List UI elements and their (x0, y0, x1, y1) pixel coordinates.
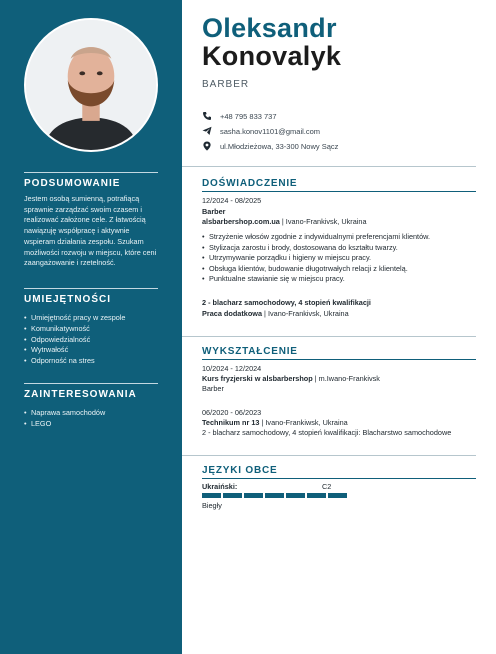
send-icon (202, 126, 212, 136)
contact-address (202, 141, 338, 151)
edu1-school-line (202, 374, 380, 384)
language-level-label: Biegły (202, 501, 222, 510)
job-title: BARBER (202, 79, 250, 90)
edu1-location: | m.Iwano-Frankivsk (312, 374, 380, 383)
divider (24, 172, 158, 173)
list-item: • Naprawa samochodów (24, 408, 158, 419)
language-name: Ukraiński: (202, 482, 238, 491)
edu2-location: | Ivano-Frankiwsk, Ukraina (259, 418, 348, 427)
skills-heading: UMIEJĘTNOŚCI (24, 294, 112, 305)
level-segment (223, 493, 242, 498)
phone-icon (202, 111, 212, 121)
interests-list (24, 408, 158, 430)
skills-list (24, 313, 158, 367)
job1-duties (202, 232, 430, 285)
job1-company-line (202, 217, 367, 227)
first-name: Oleksandr (202, 13, 337, 43)
sidebar (0, 0, 182, 654)
divider (202, 478, 476, 479)
edu1-school: Kurs fryzjerski w alsbarbershop (202, 374, 313, 383)
phone-text: +48 795 833 737 (220, 111, 277, 121)
language-level-code: C2 (322, 482, 332, 491)
summary-heading: PODSUMOWANIE (24, 178, 121, 189)
level-segment (202, 493, 221, 498)
location-pin-icon (202, 141, 212, 151)
profile-photo (24, 18, 158, 152)
list-item: • Wytrwałość (24, 345, 158, 356)
level-segment (328, 493, 347, 498)
divider (202, 359, 476, 360)
person-portrait-icon (26, 20, 156, 150)
interests-section (24, 383, 158, 430)
list-item: • Obsługa klientów, budowanie długotrwałych relacji z klientelą. (202, 264, 430, 275)
list-item: • LEGO (24, 419, 158, 430)
list-item: • Odpowiedzialność (24, 335, 158, 346)
list-item: • Strzyżenie włosów zgodnie z indywidualnymi preferencjami klientów. (202, 232, 430, 243)
language-level-bar (202, 493, 347, 498)
list-item: • Odporność na stres (24, 356, 158, 367)
education-heading: WYKSZTAŁCENIE (202, 346, 298, 357)
job1-company: alsbarbershop.com.ua (202, 217, 280, 226)
divider (24, 383, 158, 384)
level-segment (265, 493, 284, 498)
contact-phone (202, 111, 277, 121)
summary-section (24, 172, 158, 269)
job2-position: 2 - blacharz samochodowy, 4 stopień kwalifikacji (202, 298, 371, 307)
edu2-subject: 2 - blacharz samochodowy, 4 stopień kwalifikacji: Blacharstwo samochodowe (202, 428, 452, 437)
address-text: ul.Młodzieżowa, 33-300 Nowy Sącz (220, 141, 339, 151)
edu1-subject: Barber (202, 384, 224, 393)
job1-dates: 12/2024 - 08/2025 (202, 196, 262, 205)
list-item: • Punktualne stawianie się w miejscu pracy. (202, 274, 430, 285)
job2-company: Praca dodatkowa (202, 309, 263, 318)
contact-email (202, 126, 320, 136)
level-segment (244, 493, 263, 498)
divider (202, 191, 476, 192)
job1-location: | Ivano-Frankivsk, Ukraina (279, 217, 367, 226)
skills-section (24, 288, 158, 367)
list-item: • Komunikatywność (24, 324, 158, 335)
section-divider (182, 455, 476, 456)
level-segment (307, 493, 326, 498)
last-name: Konovalyk (202, 41, 342, 71)
divider (24, 288, 158, 289)
edu1-dates: 10/2024 - 12/2024 (202, 364, 262, 373)
job2-location: | Ivano-Frankivsk, Ukraina (262, 309, 349, 318)
job2-company-line (202, 309, 349, 319)
summary-text: Jestem osobą sumienną, potrafiącą sprawnie zarządzać swoim czasem i realizować założone cele. Z łatwością nawiązuję współpracę i aktywnie wspieram działania zespołu. Szukam możliwości rozwoju w miejscu, które ceni zaangażowanie i rzetelność. (24, 194, 157, 268)
section-divider (182, 336, 476, 337)
edu2-school-line (202, 418, 348, 428)
list-item: • Stylizacja zarostu i brody, dostosowana do kształtu twarzy. (202, 243, 430, 254)
email-text: sasha.konov1101@gmail.com (220, 126, 321, 136)
level-segment (286, 493, 305, 498)
list-item: • Utrzymywanie porządku i higieny w miejscu pracy. (202, 253, 430, 264)
interests-heading: ZAINTERESOWANIA (24, 389, 137, 400)
edu2-school: Technikum nr 13 (202, 418, 260, 427)
edu2-dates: 06/2020 - 06/2023 (202, 408, 262, 417)
experience-heading: DOŚWIADCZENIE (202, 178, 298, 189)
job1-position: Barber (202, 207, 226, 216)
list-item: • Umiejętność pracy w zespole (24, 313, 158, 324)
languages-heading: JĘZYKI OBCE (202, 465, 278, 476)
header-divider (182, 166, 476, 167)
